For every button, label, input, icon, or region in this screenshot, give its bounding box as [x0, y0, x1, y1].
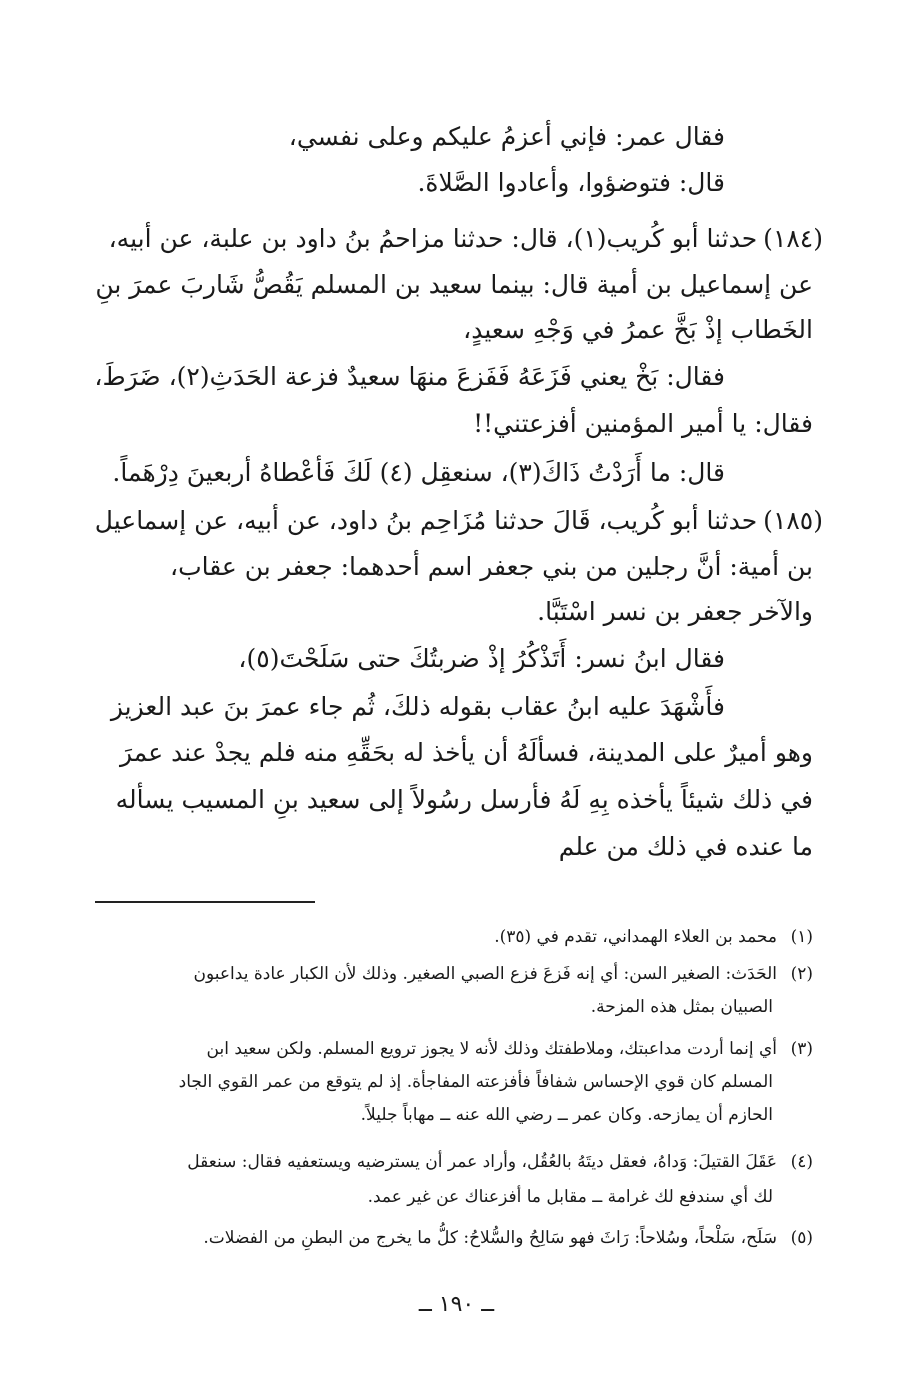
text-line: قال: فتوضؤوا، وأعادوا الصَّلاةَ. — [417, 168, 725, 197]
footnote-text: لك أي سندفع لك غرامة ــ مقابل ما أفزعناك عن غير عمد. — [367, 1187, 773, 1207]
numbered-paragraph-184 — [109, 222, 823, 256]
hadith-number: (١٨٥) — [763, 506, 823, 535]
footnote-1 — [494, 925, 813, 949]
hadith-number: (١٨٤) — [763, 224, 823, 253]
footnote-text: أي إنما أردت مداعبتك، وملاطفتك وذلك لأنه لا يجوز ترويع المسلم. ولكن سعيد ابن — [206, 1039, 777, 1059]
text-line: في ذلك شيئاً يأخذه بِهِ لَهُ فأرسل رسُولاً إلى سعيد بنِ المسيب يسأله — [115, 785, 813, 814]
text-line: فقال: يا أمير المؤمنين أفزعتني!! — [473, 409, 813, 438]
footnote-5 — [203, 1226, 813, 1250]
footnote-text: محمد بن العلاء الهمداني، تقدم في (٣٥). — [494, 927, 777, 947]
footnote-text: الصبيان بمثل هذه المزحة. — [590, 997, 773, 1017]
text-line: ما عنده في ذلك من علم — [558, 832, 813, 861]
footnote-text: الحَدَث: الصغير السن: أي إنه فَزعَ فزع الصبي الصغير. وذلك لأن الكبار عادة يداعبون — [193, 964, 777, 984]
text-line: حدثنا أبو كُريب، قَالَ حدثنا مُزَاحِم بنُ داود، عن أبيه، عن إسماعيل — [94, 506, 758, 535]
footnote-text: سَلَح، سَلْحاً، وسُلاحاً: رَاثَ فهو سَالِحُ والسُّلاحُ: كلُّ ما يخرج من البطنِ من الفضلات. — [203, 1228, 777, 1248]
text-line: وهو أميرٌ على المدينة، فسألَهُ أن يأخذ له بحَقِّهِ منه فلم يجدْ عند عمرَ — [120, 738, 813, 767]
footnote-number: (٣) — [790, 1039, 813, 1059]
footnote-3 — [207, 1037, 813, 1061]
text-line: قال: ما أَرَدْتُ ذَاكَ(٣)، سنعقِل (٤) لَكَ فَأعْطاهُ أربعينَ دِرْهَماً. — [112, 458, 725, 487]
text-line: الخَطاب إذْ بَخَّ عمرُ في وَجْهِ سعيدٍ، — [463, 315, 813, 344]
page-number: ــ ١٩٠ ــ — [418, 1292, 495, 1317]
text-line: حدثنا أبو كُريب(١)، قال: حدثنا مزاحمُ بنُ داود بن علبة، عن أبيه، — [108, 224, 758, 253]
text-line: عن إسماعيل بن أمية قال: بينما سعيد بن المسلم يَقُصُّ شَاربَ عمرَ بنِ — [95, 270, 813, 299]
text-line: والآخر جعفر بن نسر اسْتَبَّا. — [537, 597, 813, 626]
footnote-number: (١) — [790, 927, 813, 947]
footnote-text: الحازم أن يمازحه. وكان عمر ــ رضي الله عنه ــ مهاباً جليلاً. — [360, 1105, 773, 1125]
footnote-separator — [95, 901, 315, 903]
text-line: فقال عمر: فإني أعزمُ عليكم وعلى نفسي، — [288, 122, 725, 151]
footnote-2 — [194, 962, 813, 986]
footnote-text: المسلم كان قوي الإحساس شفافاً فأفزعته المفاجأة. إذ لم يتوقع من عمر القوي الجاد — [178, 1072, 773, 1092]
numbered-paragraph-185 — [95, 504, 823, 538]
footnote-number: (٤) — [790, 1152, 813, 1172]
footnote-4 — [187, 1150, 813, 1174]
text-line: فقال ابنُ نسر: أَتَذْكُرُ إذْ ضربتُكَ حتى سَلَحْتَ(٥)، — [238, 644, 725, 673]
text-line: فأَشْهَدَ عليه ابنُ عقاب بقوله ذلكَ، ثُم جاء عمرَ بنَ عبد العزيز — [110, 692, 725, 721]
text-line: فقال: بَخْ يعني فَزَعَهُ فَفَزعَ منهَا سعيدٌ فزعة الحَدَثِ(٢)، ضَرَطَ، — [94, 362, 725, 391]
footnote-text: عَقَلَ القتيلَ: وَداهُ، فعقل ديتَهُ بالعُقُل، وأراد عمر أن يسترضيه ويستعفيه فقال: سنعقل — [187, 1152, 777, 1172]
footnote-number: (٥) — [790, 1228, 813, 1248]
text-line: بن أمية: أنَّ رجلين من بني جعفر اسم أحدهما: جعفر بن عقاب، — [170, 552, 813, 581]
footnote-number: (٢) — [790, 964, 813, 984]
